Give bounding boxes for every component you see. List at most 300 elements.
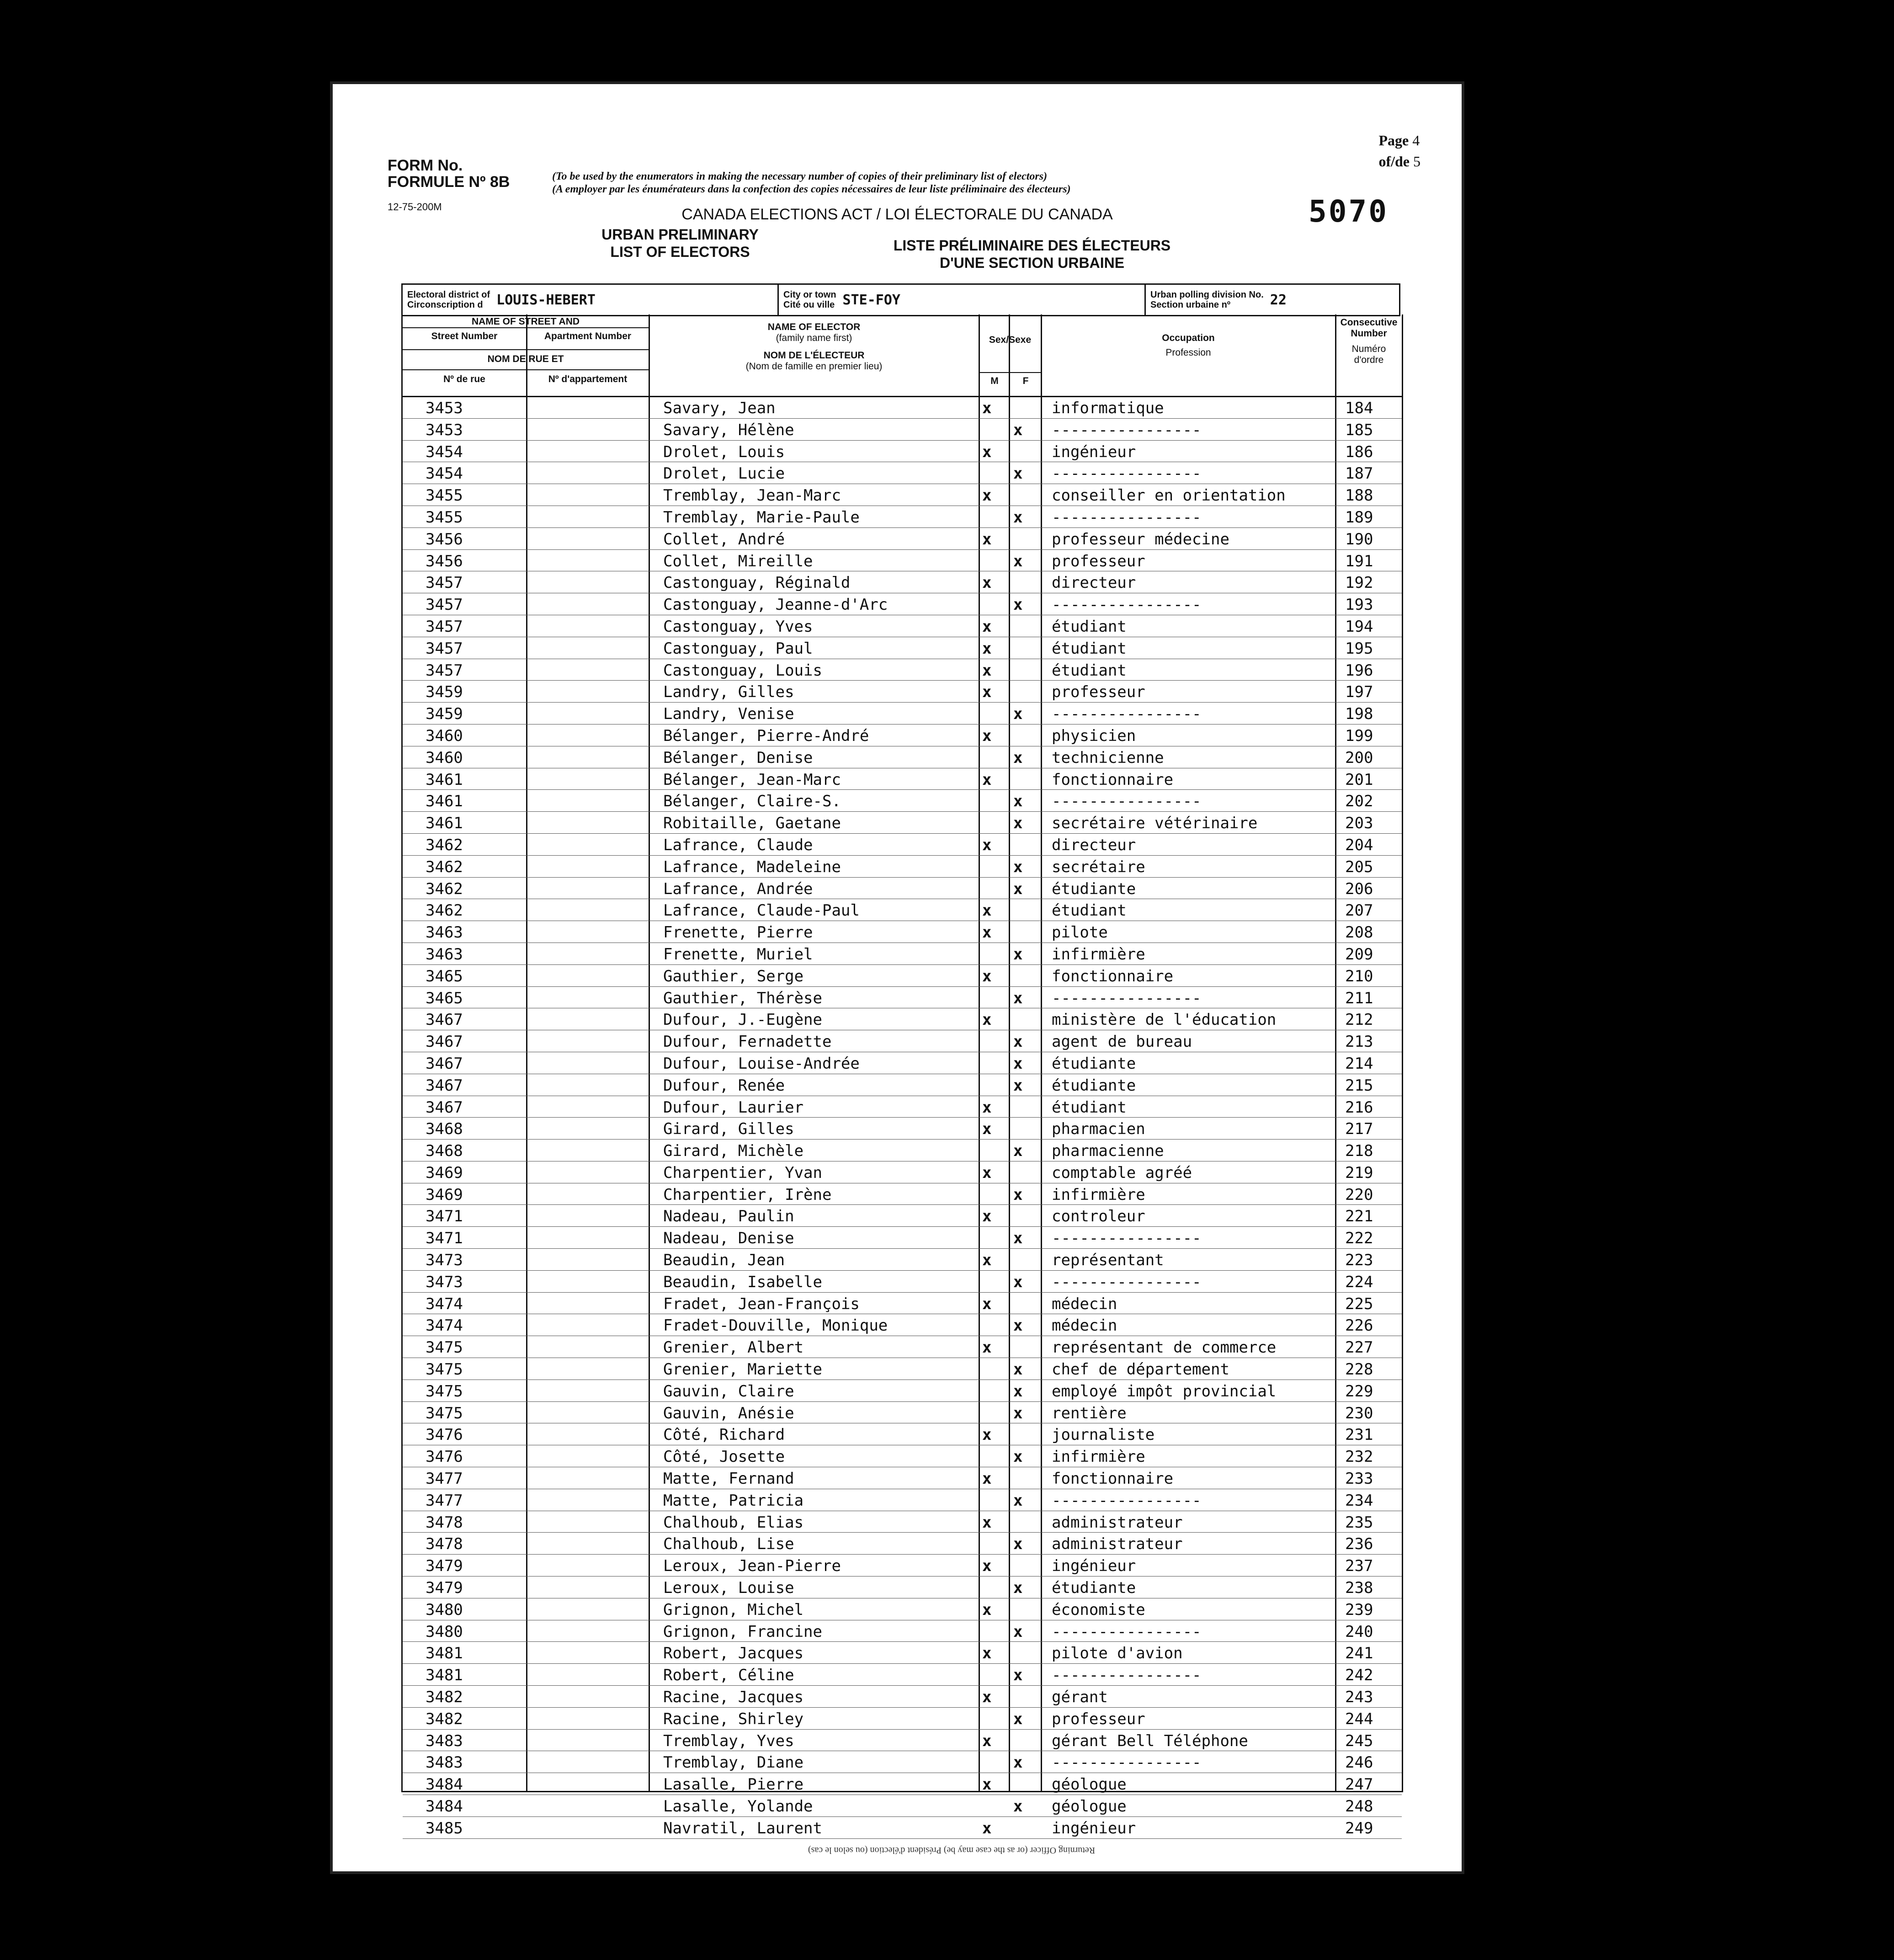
table-row (403, 1205, 1402, 1227)
occupation-cell: fonctionnaire (1052, 770, 1174, 789)
consecutive-number-cell: 192 (1345, 574, 1373, 592)
occupation-cell: ---------------- (1052, 508, 1202, 527)
sex-f-cell: x (1013, 1622, 1023, 1641)
sex-f-cell: x (1013, 1535, 1023, 1554)
occupation-cell: étudiant (1052, 901, 1127, 920)
sex-m-cell: x (982, 836, 992, 854)
consecutive-number-cell: 207 (1345, 901, 1373, 920)
sex-f-cell: x (1013, 1229, 1023, 1248)
elector-name-cell: Nadeau, Paulin (663, 1207, 794, 1226)
city-cell (779, 285, 1146, 315)
street-number-cell: 3463 (426, 945, 463, 964)
list-title-fr-line1: LISTE PRÉLIMINAIRE DES ÉLECTEURS (893, 237, 1171, 254)
occupation-cell: médecin (1052, 1294, 1117, 1313)
sex-m-cell: x (982, 1513, 992, 1532)
elector-name-cell: Bélanger, Denise (663, 748, 813, 767)
street-number-cell: 3468 (426, 1120, 463, 1139)
of-label: of/de (1378, 153, 1410, 170)
street-number-cell: 3477 (426, 1491, 463, 1510)
occupation-cell: géologue (1052, 1797, 1127, 1816)
street-number-cell: 3461 (426, 814, 463, 833)
consecutive-number-cell: 236 (1345, 1535, 1373, 1554)
table-row (403, 1271, 1402, 1293)
sex-m-cell: x (982, 617, 992, 636)
elector-name-cell: Grenier, Mariette (663, 1360, 822, 1379)
table-row (403, 1730, 1402, 1752)
table-row (403, 1489, 1402, 1511)
table-row (403, 1227, 1402, 1249)
district-label-en: Electoral district of (407, 290, 490, 300)
sex-m-cell: x (982, 1011, 992, 1029)
table-row (403, 1293, 1402, 1315)
street-number-cell: 3475 (426, 1404, 463, 1422)
table-row (403, 1664, 1402, 1686)
occupation-cell: ---------------- (1052, 1273, 1202, 1291)
consecutive-number-cell: 213 (1345, 1033, 1373, 1051)
elector-name-cell: Grignon, Francine (663, 1622, 822, 1641)
occupation-cell: directeur (1052, 574, 1136, 592)
sex-m-cell: x (982, 901, 992, 920)
occupation-cell: ---------------- (1052, 596, 1202, 614)
elector-name-cell: Gauthier, Thérèse (663, 989, 822, 1007)
occupation-cell: ingénieur (1052, 442, 1136, 461)
polling-cell (1146, 285, 1399, 315)
sex-f-cell: x (1013, 748, 1023, 767)
consecutive-number-cell: 206 (1345, 879, 1373, 898)
elector-name-cell: Savary, Jean (663, 399, 776, 417)
occupation-cell: physicien (1052, 726, 1136, 745)
occupation-cell: controleur (1052, 1207, 1145, 1226)
district-cell (403, 285, 779, 315)
elector-name-cell: Castonguay, Jeanne-d'Arc (663, 596, 888, 614)
city-value: STE-FOY (842, 292, 900, 308)
street-number-cell: 3456 (426, 530, 463, 549)
table-row (403, 1249, 1402, 1271)
elector-name-cell: Beaudin, Jean (663, 1251, 785, 1270)
table-row (403, 1052, 1402, 1074)
consecutive-number-cell: 185 (1345, 421, 1373, 439)
street-number-cell: 3462 (426, 901, 463, 920)
street-number-cell: 3467 (426, 1054, 463, 1073)
table-row (403, 790, 1402, 812)
elector-name-cell: Leroux, Jean-Pierre (663, 1557, 841, 1576)
consecutive-number-cell: 216 (1345, 1098, 1373, 1117)
consecutive-number-cell: 217 (1345, 1120, 1373, 1139)
page-value: 4 (1412, 132, 1420, 149)
sex-m-cell: x (982, 1644, 992, 1663)
occupation-cell: étudiant (1052, 639, 1127, 658)
occupation-cell: informatique (1052, 399, 1164, 417)
table-header (403, 314, 1402, 397)
returning-officer-note: Returning Officer (or as the case may be) Président d'élection (ou selon le cas) (808, 1845, 1096, 1855)
elector-name-cell: Dufour, Louise-Andrée (663, 1054, 860, 1073)
street-number-cell: 3468 (426, 1142, 463, 1161)
sex-f-cell: x (1013, 421, 1023, 439)
sex-f-cell: x (1013, 1797, 1023, 1816)
street-number-cell: 3485 (426, 1819, 463, 1838)
street-number-cell: 3478 (426, 1513, 463, 1532)
sex-m-cell: x (982, 1688, 992, 1707)
consecutive-number-cell: 247 (1345, 1775, 1373, 1794)
table-row (403, 878, 1402, 900)
elector-name-cell: Bélanger, Jean-Marc (663, 770, 841, 789)
apartment-number-header: Apartment Number (544, 331, 632, 341)
sex-m-cell: x (982, 486, 992, 505)
table-row (403, 746, 1402, 768)
elector-name-cell: Frenette, Pierre (663, 923, 813, 942)
street-number-cell: 3483 (426, 1753, 463, 1772)
occupation-cell: pharmacienne (1052, 1142, 1164, 1161)
consecutive-number-cell: 194 (1345, 617, 1373, 636)
list-title-en (570, 226, 790, 261)
street-number-cell: 3462 (426, 836, 463, 854)
table-row (403, 1445, 1402, 1467)
form-sheet (333, 84, 1462, 1871)
district-label-fr: Circonscription d (407, 300, 483, 310)
elector-name-cell: Landry, Gilles (663, 683, 794, 702)
elector-name-cell: Collet, Mireille (663, 552, 813, 570)
street-number-cell: 3459 (426, 683, 463, 702)
consecutive-number-cell: 212 (1345, 1011, 1373, 1029)
street-number-cell: 3469 (426, 1163, 463, 1182)
street-number-header: Street Number (431, 331, 498, 341)
sex-m-cell: x (982, 661, 992, 680)
consecutive-number-cell: 238 (1345, 1579, 1373, 1598)
consecutive-number-cell: 242 (1345, 1666, 1373, 1685)
stamp-number: 5070 (1309, 194, 1389, 229)
sex-f-cell: x (1013, 1076, 1023, 1095)
sex-f-cell: x (1013, 552, 1023, 570)
occupation-cell: étudiante (1052, 879, 1136, 898)
consecutive-number-cell: 186 (1345, 442, 1373, 461)
sex-f-cell: x (1013, 1054, 1023, 1073)
sex-f-cell: x (1013, 1491, 1023, 1510)
occupation-cell: étudiante (1052, 1076, 1136, 1095)
street-number-cell: 3457 (426, 574, 463, 592)
street-number-cell: 3484 (426, 1775, 463, 1794)
instructions (552, 170, 1283, 196)
street-number-cell: 3475 (426, 1338, 463, 1357)
elector-name-cell: Bélanger, Pierre-André (663, 726, 869, 745)
sex-f-cell: x (1013, 705, 1023, 724)
street-number-cell: 3476 (426, 1448, 463, 1466)
occupation-cell: directeur (1052, 836, 1136, 854)
of-value: 5 (1413, 153, 1420, 170)
consecutive-number-cell: 245 (1345, 1731, 1373, 1750)
elector-name-cell: Fradet-Douville, Monique (663, 1316, 888, 1335)
sex-f-cell: x (1013, 1316, 1023, 1335)
polling-label-fr: Section urbaine nº (1150, 300, 1231, 310)
table-row (403, 921, 1402, 943)
sex-f-cell: x (1013, 508, 1023, 527)
occupation-cell: infirmière (1052, 1185, 1145, 1204)
table-row (403, 1795, 1402, 1817)
elector-header (649, 314, 979, 396)
occupation-cell: ---------------- (1052, 1753, 1202, 1772)
occupation-cell: ---------------- (1052, 1491, 1202, 1510)
consecutive-number-cell: 237 (1345, 1557, 1373, 1576)
occupation-cell: ---------------- (1052, 421, 1202, 439)
table-row (403, 1598, 1402, 1620)
street-number-cell: 3484 (426, 1797, 463, 1816)
sex-m-cell: x (982, 1600, 992, 1619)
sex-m-cell: x (982, 967, 992, 985)
table-row (403, 550, 1402, 572)
elector-name-cell: Navratil, Laurent (663, 1819, 822, 1838)
street-number-cell: 3455 (426, 508, 463, 527)
table-row (403, 441, 1402, 463)
list-title-fr-line2: D'UNE SECTION URBAINE (939, 255, 1125, 271)
consecutive-number-cell: 209 (1345, 945, 1373, 964)
consecutive-number-cell: 235 (1345, 1513, 1373, 1532)
elector-name-cell: Castonguay, Yves (663, 617, 813, 636)
electors-table (401, 314, 1403, 1838)
consecutive-number-cell: 249 (1345, 1819, 1373, 1838)
occupation-cell: professeur (1052, 1710, 1145, 1728)
occupation-cell: pilote d'avion (1052, 1644, 1183, 1663)
consecutive-number-cell: 244 (1345, 1710, 1373, 1728)
consecutive-number-cell: 230 (1345, 1404, 1373, 1422)
sex-f-cell: x (1013, 814, 1023, 833)
header-rule (403, 327, 649, 328)
sex-m-cell: x (982, 442, 992, 461)
occupation-cell: comptable agréé (1052, 1163, 1192, 1182)
street-number-cell: 3469 (426, 1185, 463, 1204)
occupation-cell: journaliste (1052, 1426, 1155, 1444)
elector-name-cell: Lafrance, Andrée (663, 879, 813, 898)
sex-m-cell: x (982, 1819, 992, 1838)
street-number-cell: 3457 (426, 661, 463, 680)
elector-name-cell: Tremblay, Jean-Marc (663, 486, 841, 505)
street-number-cell: 3479 (426, 1579, 463, 1598)
sex-f-cell: x (1013, 1033, 1023, 1051)
table-row (403, 484, 1402, 506)
consecutive-number-cell: 188 (1345, 486, 1373, 505)
table-row (403, 506, 1402, 528)
consecutive-number-cell: 197 (1345, 683, 1373, 702)
elector-name-cell: Racine, Shirley (663, 1710, 804, 1728)
consecutive-header (1336, 314, 1402, 396)
sex-m-cell: x (982, 530, 992, 549)
consecutive-number-cell: 243 (1345, 1688, 1373, 1707)
occupation-cell: infirmière (1052, 1448, 1145, 1466)
consecutive-number-cell: 218 (1345, 1142, 1373, 1161)
consecutive-number-cell: 228 (1345, 1360, 1373, 1379)
table-row (403, 1511, 1402, 1533)
table-row (403, 1008, 1402, 1030)
street-number-cell: 3481 (426, 1644, 463, 1663)
street-header (403, 314, 649, 396)
sex-f-cell: x (1013, 1404, 1023, 1422)
occupation-cell: étudiante (1052, 1579, 1136, 1598)
occupation-cell: professeur (1052, 683, 1145, 702)
street-number-cell: 3467 (426, 1011, 463, 1029)
occupation-cell: représentant de commerce (1052, 1338, 1277, 1357)
table-row (403, 943, 1402, 965)
table-row (403, 987, 1402, 1009)
table-row (403, 1555, 1402, 1577)
occupation-cell: ---------------- (1052, 792, 1202, 811)
street-number-cell: 3474 (426, 1294, 463, 1313)
occupation-cell: étudiant (1052, 661, 1127, 680)
consecutive-number-cell: 227 (1345, 1338, 1373, 1357)
street-number-cell: 3459 (426, 705, 463, 724)
elector-name-cell: Chalhoub, Lise (663, 1535, 794, 1554)
sex-f-header: F (1022, 376, 1029, 386)
sex-f-cell: x (1013, 464, 1023, 483)
sex-m-cell: x (982, 639, 992, 658)
consecutive-number-cell: 232 (1345, 1448, 1373, 1466)
elector-header-fr: NOM DE L'ÉLECTEUR (763, 350, 865, 361)
street-number-cell: 3467 (426, 1076, 463, 1095)
list-title-en-line2: LIST OF ELECTORS (610, 244, 750, 260)
consecutive-number-cell: 225 (1345, 1294, 1373, 1313)
elector-name-cell: Robert, Jacques (663, 1644, 804, 1663)
city-label-fr: Cité ou ville (783, 300, 835, 310)
occupation-cell: géologue (1052, 1775, 1127, 1794)
street-header-fr: NOM DE RUE ET (487, 354, 564, 364)
table-row (403, 1423, 1402, 1445)
sex-m-cell: x (982, 1251, 992, 1270)
consecutive-number-cell: 233 (1345, 1470, 1373, 1488)
district-value: LOUIS-HEBERT (496, 292, 596, 308)
street-number-cell: 3461 (426, 792, 463, 811)
consecutive-number-cell: 239 (1345, 1600, 1373, 1619)
occupation-cell: secrétaire vétérinaire (1052, 814, 1258, 833)
header-rule (403, 349, 649, 350)
table-row (403, 703, 1402, 724)
table-row (403, 1402, 1402, 1424)
elector-name-cell: Frenette, Muriel (663, 945, 813, 964)
sex-m-cell: x (982, 1207, 992, 1226)
table-row (403, 768, 1402, 790)
elector-name-cell: Drolet, Louis (663, 442, 785, 461)
consecutive-number-cell: 231 (1345, 1426, 1373, 1444)
table-row (403, 812, 1402, 834)
table-row (403, 1642, 1402, 1664)
district-label (407, 290, 490, 310)
occupation-cell: gérant Bell Téléphone (1052, 1731, 1248, 1750)
elector-name-cell: Tremblay, Marie-Paule (663, 508, 860, 527)
street-number-cell: 3482 (426, 1710, 463, 1728)
sex-header-label: Sex/Sexe (989, 335, 1032, 345)
consecutive-number-cell: 222 (1345, 1229, 1373, 1248)
consecutive-number-cell: 191 (1345, 552, 1373, 570)
occupation-cell: gérant (1052, 1688, 1108, 1707)
table-row (403, 1751, 1402, 1773)
street-number-cell: 3482 (426, 1688, 463, 1707)
polling-value: 22 (1270, 292, 1287, 308)
elector-name-cell: Savary, Hélène (663, 421, 794, 439)
sex-m-header: M (990, 376, 999, 386)
occupation-cell: représentant (1052, 1251, 1164, 1270)
elector-name-cell: Castonguay, Réginald (663, 574, 851, 592)
table-row (403, 1577, 1402, 1598)
elector-header-fr-sub: (Nom de famille en premier lieu) (745, 361, 883, 372)
table-row (403, 1336, 1402, 1358)
sex-f-cell: x (1013, 1666, 1023, 1685)
elector-name-cell: Racine, Jacques (663, 1688, 804, 1707)
occupation-cell: chef de département (1052, 1360, 1229, 1379)
form-edition: 12-75-200M (388, 201, 442, 213)
consecutive-number-cell: 241 (1345, 1644, 1373, 1663)
table-row (403, 899, 1402, 921)
consecutive-number-cell: 193 (1345, 596, 1373, 614)
occupation-cell: administrateur (1052, 1535, 1183, 1554)
sex-f-cell: x (1013, 1360, 1023, 1379)
city-label (783, 290, 836, 310)
street-number-cell: 3454 (426, 442, 463, 461)
table-row (403, 593, 1402, 615)
table-row (403, 659, 1402, 681)
sex-f-cell: x (1013, 1185, 1023, 1204)
street-number-cell: 3455 (426, 486, 463, 505)
elector-name-cell: Grignon, Michel (663, 1600, 804, 1619)
sex-m-cell: x (982, 683, 992, 702)
sex-f-cell: x (1013, 1448, 1023, 1466)
occupation-cell: professeur (1052, 552, 1145, 570)
sex-f-cell: x (1013, 792, 1023, 811)
sex-m-cell: x (982, 574, 992, 592)
city-label-en: City or town (783, 290, 836, 300)
table-row (403, 1096, 1402, 1118)
table-row (403, 1074, 1402, 1096)
polling-label-en: Urban polling division No. (1150, 290, 1264, 300)
sex-m-cell: x (982, 1163, 992, 1182)
sex-f-cell: x (1013, 1753, 1023, 1772)
sex-m-cell: x (982, 1775, 992, 1794)
table-row (403, 1533, 1402, 1555)
consecutive-number-cell: 189 (1345, 508, 1373, 527)
street-number-cell: 3473 (426, 1273, 463, 1291)
street-number-cell: 3462 (426, 858, 463, 876)
list-title-en-line1: URBAN PRELIMINARY (601, 226, 759, 243)
elector-name-cell: Tremblay, Yves (663, 1731, 794, 1750)
street-number-cell: 3453 (426, 399, 463, 417)
form-number-fr: FORMULE Nº 8B (388, 173, 510, 191)
table-row (403, 615, 1402, 637)
sex-m-cell: x (982, 1120, 992, 1139)
table-row (403, 1620, 1402, 1642)
elector-name-cell: Matte, Patricia (663, 1491, 804, 1510)
elector-name-cell: Beaudin, Isabelle (663, 1273, 822, 1291)
consecutive-number-cell: 246 (1345, 1753, 1373, 1772)
street-number-cell: 3477 (426, 1470, 463, 1488)
sex-m-cell: x (982, 399, 992, 417)
sex-f-cell: x (1013, 879, 1023, 898)
table-row (403, 1686, 1402, 1708)
elector-name-cell: Lasalle, Yolande (663, 1797, 813, 1816)
consecutive-number-cell: 224 (1345, 1273, 1373, 1291)
page-counter (1378, 130, 1420, 172)
form-number (388, 157, 510, 190)
occupation-cell: pharmacien (1052, 1120, 1145, 1139)
no-rue-header: Nº de rue (443, 374, 485, 384)
sex-m-cell: x (982, 1294, 992, 1313)
elector-name-cell: Côté, Josette (663, 1448, 785, 1466)
occupation-cell: pilote (1052, 923, 1108, 942)
table-row (403, 681, 1402, 703)
consecutive-number-cell: 211 (1345, 989, 1373, 1007)
table-row (403, 571, 1402, 593)
consecutive-number-cell: 184 (1345, 399, 1373, 417)
occupation-cell: ---------------- (1052, 705, 1202, 724)
elector-header-en: NAME OF ELECTOR (767, 322, 861, 332)
sex-m-cell: x (982, 770, 992, 789)
occupation-cell: secrétaire (1052, 858, 1145, 876)
occupation-cell: rentière (1052, 1404, 1127, 1422)
occupation-cell: conseiller en orientation (1052, 486, 1286, 505)
